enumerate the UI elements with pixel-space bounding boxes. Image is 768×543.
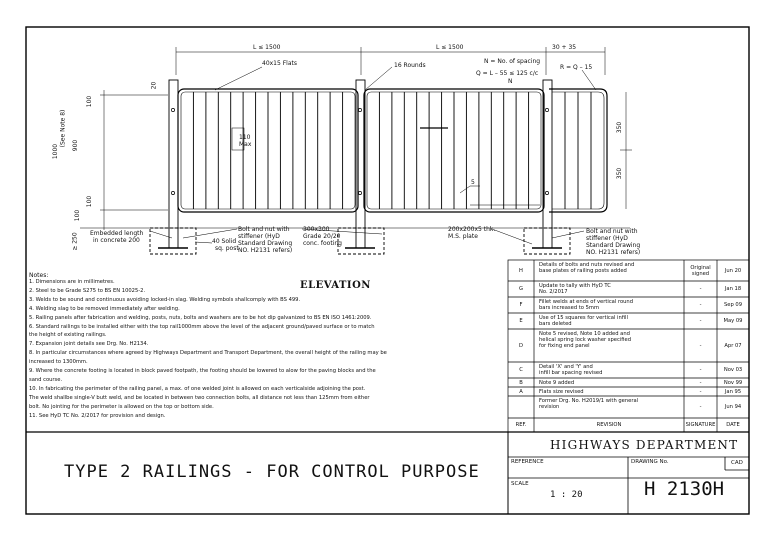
revision-description: Flats size revised bbox=[539, 389, 584, 395]
dim-350-b: 350 bbox=[616, 167, 624, 180]
note-line: 5. Railing panels after fabrication and welding, posts, nuts, bolts and washers are to be hot dip galvanized to BS EN ISO 1461:2009. bbox=[29, 314, 372, 321]
revision-description: No. 2/2017 bbox=[539, 289, 568, 295]
reference-label: REFERENCE bbox=[511, 459, 544, 465]
revision-signature: Original bbox=[690, 264, 711, 271]
label-plate-1: 200x200x5 thk. bbox=[448, 226, 496, 233]
label-rbolt-3: Standard Drawing bbox=[586, 242, 641, 249]
revision-description: bars increased to 5mm bbox=[539, 305, 600, 311]
note-line: the height of existing railings. bbox=[29, 332, 107, 339]
revision-date: Jun 94 bbox=[724, 404, 742, 410]
revision-date: Nov 03 bbox=[723, 367, 743, 373]
label-rounds: 16 Rounds bbox=[394, 62, 426, 69]
label-solid-post: 40 Solid bbox=[212, 238, 237, 245]
revision-signature: - bbox=[699, 367, 702, 373]
revision-ref: E bbox=[519, 318, 523, 324]
scale-label: SCALE bbox=[511, 481, 529, 487]
notes-list bbox=[29, 279, 499, 429]
dim-max: Max bbox=[239, 141, 252, 148]
note-line: 2. Steel to be Grade S275 to BS EN 10025-2. bbox=[29, 287, 146, 294]
revision-date: Sep 09 bbox=[723, 302, 743, 308]
revision-signature: - bbox=[699, 286, 702, 292]
revision-date: Jan 95 bbox=[724, 388, 742, 395]
label-embedded-2: in concrete 200 bbox=[93, 237, 140, 244]
revision-ref: B bbox=[519, 379, 523, 386]
dim-110: 110 bbox=[239, 134, 251, 141]
dim-100-top: 100 bbox=[86, 95, 94, 108]
note-line: 10. In fabricating the perimeter of the railing panel, a max. of one welded joint is allowed on each verticalside adjoining the post. bbox=[29, 385, 366, 392]
revision-header-revision: REVISION bbox=[596, 422, 622, 428]
revision-date: Jan 18 bbox=[724, 286, 742, 292]
dim-250: ≥ 250 bbox=[71, 232, 79, 251]
label-r: R = Q – 15 bbox=[560, 64, 593, 71]
label-bolt-2: stiffener (HyD bbox=[238, 233, 280, 240]
revision-table bbox=[508, 260, 749, 432]
note-line: sand course. bbox=[29, 376, 63, 383]
dim-100-bottom: 100 bbox=[86, 195, 94, 208]
note-line: 4. Welding slag to be removed immediately after welding. bbox=[29, 305, 180, 312]
revision-ref: G bbox=[518, 286, 524, 292]
dim-100-low: 100 bbox=[74, 209, 82, 222]
label-embedded: Embedded length bbox=[90, 230, 144, 237]
revision-description: infill bar spacing revised bbox=[539, 370, 603, 376]
drawing-title: TYPE 2 RAILINGS - FOR CONTROL PURPOSE bbox=[64, 462, 480, 482]
revision-description: for fixing end panel bbox=[539, 343, 590, 349]
revision-description: Use of 15 squares for vertical infill bbox=[539, 315, 628, 321]
vertical-infill-bars bbox=[193, 92, 591, 209]
dim-20: 20 bbox=[150, 81, 158, 90]
note-line: 3. Welds to be sound and continuous avoiding locked-in slag. Welding symbols shallcomply with BS 499. bbox=[29, 296, 301, 303]
revision-signature: signed bbox=[691, 270, 710, 277]
revision-header-date: DATE bbox=[726, 422, 740, 428]
note-line: 8. In particular circumstances where agreed by Highways Department and Transport Department, the overall height of the railing may be bbox=[29, 350, 387, 357]
label-flats: 40x15 Flats bbox=[262, 60, 298, 67]
revision-description: helical spring lock washer specified bbox=[539, 337, 632, 343]
revision-signature: - bbox=[699, 404, 702, 410]
scale-value: 1 : 20 bbox=[550, 490, 583, 500]
drawing-no-label: DRAWING No. bbox=[631, 459, 669, 465]
revision-ref: C bbox=[519, 367, 523, 373]
elevation-title: ELEVATION bbox=[300, 280, 371, 291]
label-footing-1: 300x300 bbox=[303, 226, 330, 233]
label-n-spacing: N = No. of spacing bbox=[484, 58, 541, 65]
revision-signature: - bbox=[699, 379, 702, 386]
revision-date: Nov 99 bbox=[723, 379, 743, 386]
dim-350-a: 350 bbox=[616, 121, 624, 134]
revision-header-ref: REF. bbox=[515, 422, 527, 428]
notes-heading: Notes: bbox=[29, 272, 49, 279]
dim-end: 30 + 35 bbox=[552, 44, 577, 51]
label-bolt-4: NO. H2131 refers) bbox=[238, 247, 293, 254]
revision-description: Details of bolts and nuts revised and bbox=[539, 262, 635, 268]
label-q-formula-n: N bbox=[508, 78, 513, 85]
note-line: bolt. No jointing for the perimeter is allowed on the top or bottom side. bbox=[29, 403, 214, 410]
revision-description: Update to tally with HyD TC bbox=[539, 283, 611, 289]
label-plate-2: M.S. plate bbox=[448, 233, 478, 240]
label-solid-post-2: sq. post bbox=[215, 245, 239, 252]
note-line: 7. Expansion joint details see Drg. No. H2134. bbox=[29, 341, 149, 348]
revision-header-signature: SIGNATURE bbox=[685, 422, 716, 428]
label-rbolt-2: stiffener (HyD bbox=[586, 235, 628, 242]
revision-description: Detail 'X' and 'Y' and bbox=[539, 364, 593, 370]
note-line: increased to 1300mm. bbox=[29, 359, 88, 366]
revision-description: Note 5 revised, Note 10 added and bbox=[539, 331, 630, 337]
label-rbolt-4: NO. H2131 refers) bbox=[586, 249, 641, 256]
revision-date: Apr 07 bbox=[724, 342, 742, 349]
revision-description: Fillet welds at ends of vertical round bbox=[539, 299, 634, 305]
department-name: HIGHWAYS DEPARTMENT bbox=[550, 438, 739, 452]
revision-ref: A bbox=[519, 388, 523, 395]
cad-label: CAD bbox=[731, 460, 743, 466]
dim-1000: 1000 bbox=[52, 143, 60, 160]
dim-panel-1: L ≤ 1500 bbox=[253, 44, 281, 51]
revision-ref: H bbox=[519, 267, 523, 274]
revision-signature: - bbox=[699, 302, 702, 308]
dim-see-note: (See Note 8) bbox=[59, 109, 67, 148]
revision-description: revision bbox=[539, 404, 560, 410]
label-footing-3: conc. footing bbox=[303, 240, 342, 247]
drawing-number: H 2130H bbox=[644, 478, 725, 500]
label-footing-2: Grade 20/20 bbox=[303, 233, 341, 240]
label-bolt-3: Standard Drawing bbox=[238, 240, 293, 247]
revision-ref: D bbox=[519, 342, 523, 349]
revision-ref: F bbox=[519, 302, 523, 308]
label-bolt-1: Bolt and nut with bbox=[238, 226, 290, 233]
revision-signature: - bbox=[699, 388, 702, 395]
revision-description: base plates of railing posts added bbox=[539, 268, 627, 274]
note-line: 6. Standard railings to be installed either with the top rail1000mm above the level of the adjacent ground/paved surface or to match bbox=[29, 323, 375, 330]
note-line: The weld shallbe single-V butt weld, and be located in between two connection bolts, all distance not less than 125mm from either bbox=[29, 394, 370, 401]
dim-900: 900 bbox=[72, 139, 80, 152]
revision-date: Jun 20 bbox=[724, 267, 742, 274]
note-line: 1. Dimensions are in millimetres. bbox=[29, 279, 115, 285]
note-line: 11. See HyD TC No. 2/2017 for provision and design. bbox=[29, 412, 166, 419]
revision-signature: - bbox=[699, 342, 702, 349]
revision-date: May 09 bbox=[723, 318, 743, 324]
revision-description: bars deleted bbox=[539, 321, 572, 327]
weld-size: 5 bbox=[471, 179, 475, 186]
railing-elevation bbox=[80, 47, 632, 254]
label-rbolt-1: Bolt and nut with bbox=[586, 228, 638, 235]
note-line: 9. Where the concrete footing is located in block paved footpath, the footing should be lowered to alow for the paving blocks and the bbox=[29, 368, 376, 374]
label-q-formula: Q = L – 55 ≤ 125 c/c bbox=[476, 70, 539, 77]
revision-signature: - bbox=[699, 318, 702, 324]
revision-description: Note 9 added bbox=[539, 380, 575, 386]
revision-description: Former Drg. No. H2019/1 with general bbox=[539, 398, 639, 404]
dim-panel-2: L ≤ 1500 bbox=[436, 44, 464, 51]
